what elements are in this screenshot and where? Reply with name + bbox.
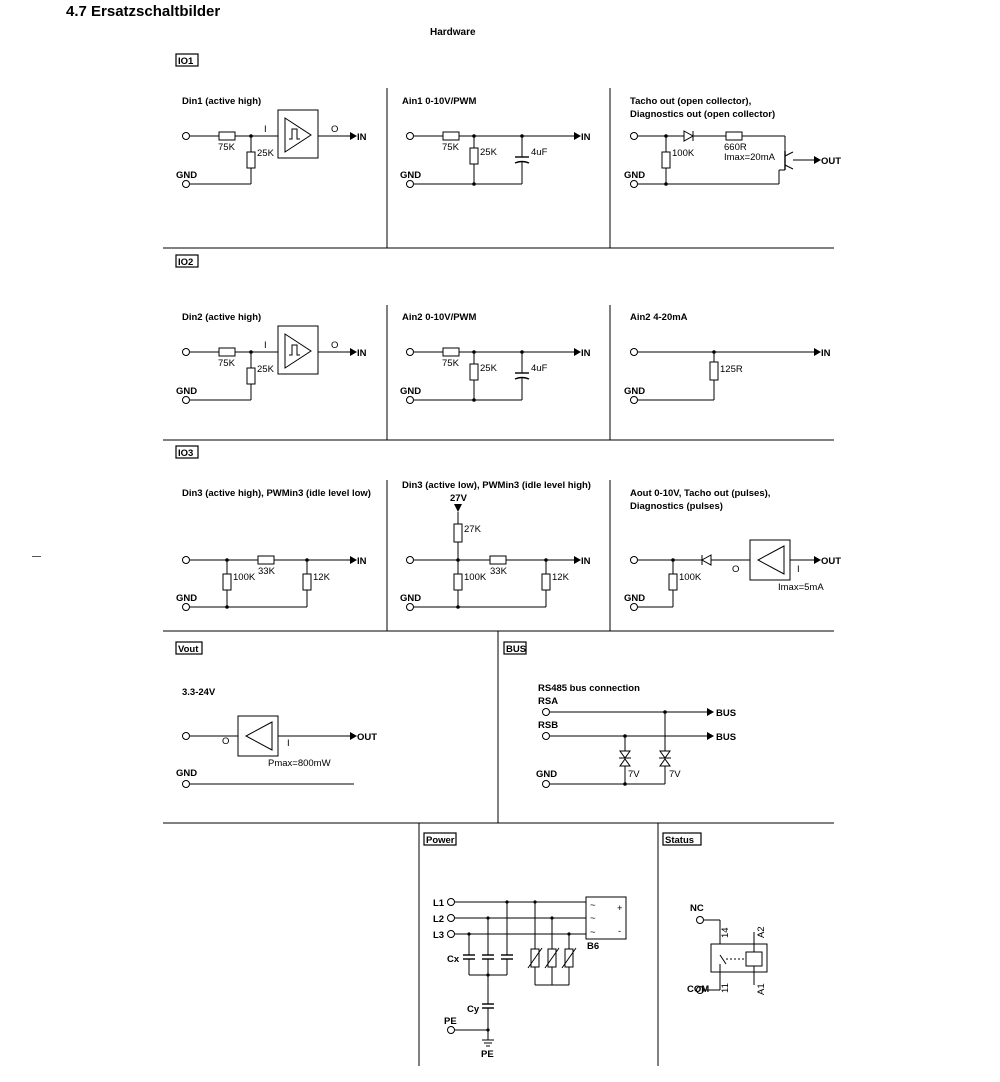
schematic-label: 12K <box>552 572 569 583</box>
schematic-label: NC <box>690 903 704 914</box>
schematic-label: GND <box>400 386 422 397</box>
schematic-label: L1 <box>433 898 445 909</box>
schematic-label: Pmax=800mW <box>268 758 331 769</box>
circuit-power <box>433 897 626 1060</box>
schematic-label: I <box>287 738 290 749</box>
schematic-label: Cy <box>467 1004 480 1015</box>
schematic-label: IO2 <box>178 257 194 268</box>
schematic-label: Imax=20mA <box>724 152 775 163</box>
circuit-io2-ain <box>400 312 591 404</box>
schematic-label: GND <box>400 593 422 604</box>
schematic-label: Aout 0-10V, Tacho out (pulses), <box>630 488 771 499</box>
schematic-label: GND <box>176 170 198 181</box>
schematic-label: I <box>264 124 267 135</box>
schematic-label: Imax=5mA <box>778 582 824 593</box>
schematic-label: Tacho out (open collector), <box>630 96 752 107</box>
schematic-label: Ain2 4-20mA <box>630 312 688 323</box>
circuit-io3-din <box>176 488 371 611</box>
schematic-label: PE <box>481 1049 494 1060</box>
schematic-label: IO3 <box>178 448 194 459</box>
schematic-label: Diagnostics out (open collector) <box>630 109 776 120</box>
page-title: 4.7 Ersatzschaltbilder <box>66 3 221 20</box>
schematic-label: B6 <box>587 941 600 952</box>
schematic-label: O <box>331 340 339 351</box>
schematic-label: 100K <box>233 572 256 583</box>
circuit-vout <box>176 687 377 788</box>
circuit-io3-aout <box>624 488 841 611</box>
circuit-io3-din-low <box>400 480 591 611</box>
circuit-io1-din <box>176 96 367 188</box>
schematic-label: 100K <box>672 148 695 159</box>
circuit-io1-ain <box>400 96 591 188</box>
schematic-label: PE <box>444 1016 457 1027</box>
schematic-label: 33K <box>490 566 507 577</box>
schematic-label: 75K <box>442 358 459 369</box>
schematic-label: O <box>331 124 339 135</box>
schematic-label: COM <box>687 984 710 995</box>
schematic-label: Din1 (active high) <box>182 96 262 107</box>
schematic-label: - <box>618 926 622 937</box>
schematic-label: 4uF <box>531 147 548 158</box>
schematic-label: 25K <box>480 147 497 158</box>
schematic-label: OUT <box>357 732 378 743</box>
schematic-label: GND <box>176 768 198 779</box>
schematic-label: Din3 (active low), PWMin3 (idle level high) <box>402 480 591 491</box>
schematic-label: Ain2 0-10V/PWM <box>402 312 477 323</box>
section-tag-bus <box>504 642 526 655</box>
circuit-bus <box>536 683 736 788</box>
schematic-label: BUS <box>716 708 737 719</box>
schematic-label: 12K <box>313 572 330 583</box>
schematic-label: Status <box>665 835 695 846</box>
schematic-label: GND <box>624 170 646 181</box>
schematic-label: ~ <box>590 913 596 924</box>
schematic-label: RSB <box>538 720 559 731</box>
schematic-label: GND <box>176 386 198 397</box>
grid-lines <box>163 88 834 1066</box>
schematic-label: IN <box>581 556 591 567</box>
schematic-label: IN <box>357 132 367 143</box>
schematic-label: 75K <box>218 358 235 369</box>
circuit-io1-tacho <box>624 96 841 188</box>
schematic-label: 7V <box>628 769 640 780</box>
schematic-label: RS485 bus connection <box>538 683 640 694</box>
schematic-label: 3.3-24V <box>182 687 216 698</box>
section-tag-power <box>424 833 456 846</box>
schematic-label: ~ <box>590 927 596 938</box>
schematic-label: 33K <box>258 566 275 577</box>
schematic-label: O <box>732 564 740 575</box>
schematic-label: 14 <box>720 927 731 938</box>
schematic-label: IN <box>357 348 367 359</box>
schematic-label: 25K <box>480 363 497 374</box>
schematic-label: IO1 <box>178 56 194 67</box>
schematic-label: A1 <box>756 983 767 995</box>
schematic-label: IN <box>821 348 831 359</box>
section-tag-io2 <box>176 255 198 268</box>
section-tag-status <box>663 833 701 846</box>
section-tag-vout <box>176 642 202 655</box>
schematic-label: IN <box>581 132 591 143</box>
schematic-label: 100K <box>464 572 487 583</box>
schematic-label: GND <box>176 593 198 604</box>
schematic-label: 125R <box>720 364 743 375</box>
schematic-label: IN <box>581 348 591 359</box>
schematic-label: 75K <box>442 142 459 153</box>
schematic-label: GND <box>536 769 558 780</box>
schematic-label: A2 <box>756 926 767 938</box>
schematic-label: I <box>264 340 267 351</box>
schematic-label: L2 <box>433 914 445 925</box>
schematic-label: 11 <box>720 983 731 993</box>
schematic-label: Din2 (active high) <box>182 312 262 323</box>
section-tag-io1 <box>176 54 198 67</box>
schematic-label: 25K <box>257 364 274 375</box>
schematic-label: I <box>797 564 800 575</box>
schematic-label: RSA <box>538 696 559 707</box>
schematic-label: GND <box>624 386 646 397</box>
schematic-label: 27V <box>450 493 467 504</box>
schematic-label: GND <box>624 593 646 604</box>
schematic-label: Cx <box>447 954 460 965</box>
schematic-label: BUS <box>716 732 737 743</box>
schematic-label: OUT <box>821 156 842 167</box>
schematic-label: Vout <box>178 644 199 655</box>
schematic-label: BUS <box>506 644 527 655</box>
subheading: Hardware <box>430 27 476 38</box>
schematic-label: Ain1 0-10V/PWM <box>402 96 477 107</box>
schematic-label: L3 <box>433 930 445 941</box>
schematic-label: + <box>617 903 623 914</box>
schematic-label: ~ <box>590 900 596 911</box>
schematic-label: Power <box>426 835 455 846</box>
schematic-label: OUT <box>821 556 842 567</box>
schematic-label: IN <box>357 556 367 567</box>
schematic-label: 7V <box>669 769 681 780</box>
schematic-label: Din3 (active high), PWMin3 (idle level low) <box>182 488 371 499</box>
circuit-io2-din <box>176 312 367 404</box>
schematic-label: 27K <box>464 524 481 535</box>
schematic-label: Diagnostics (pulses) <box>630 501 723 512</box>
schematic-label: 660R <box>724 142 747 153</box>
circuit-io2-ain420 <box>624 312 831 404</box>
schematic-label: GND <box>400 170 422 181</box>
schematic-label: 4uF <box>531 363 548 374</box>
schematic-label: O <box>222 736 230 747</box>
circuit-status <box>687 903 767 995</box>
schematic-label: 75K <box>218 142 235 153</box>
section-tag-io3 <box>176 446 198 459</box>
schematic-label: 100K <box>679 572 702 583</box>
schematic-label: 25K <box>257 148 274 159</box>
